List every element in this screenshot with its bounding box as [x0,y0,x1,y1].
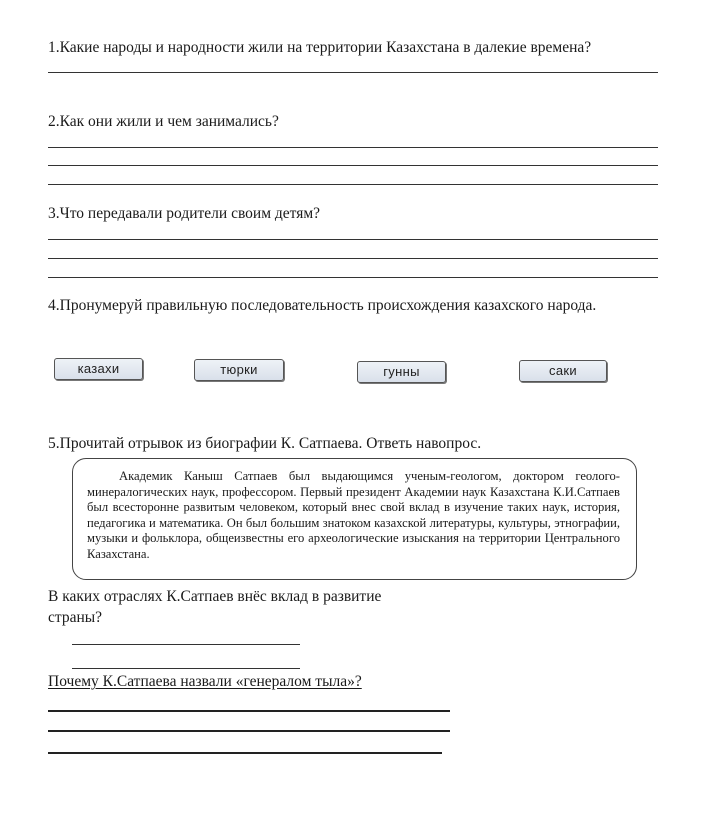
option-kazakhs[interactable]: казахи [54,358,143,380]
question-6: В каких отраслях К.Сатпаев внёс вклад в развитие страны? [48,588,382,626]
answer-line-3b[interactable] [48,258,658,259]
question-5: 5.Прочитай отрывок из биографии К. Сатпаева. Ответь навопрос. [48,435,482,452]
answer-line-7a[interactable] [48,710,450,712]
answer-line-6b[interactable] [72,668,300,669]
answer-line-6a[interactable] [72,644,300,645]
question-7: Почему К.Сатпаева назвали «генералом тыла»? [48,673,362,690]
question-1: 1.Какие народы и народности жили на территории Казахстана в далекие времена? [48,39,592,56]
option-turks[interactable]: тюрки [194,359,284,381]
question-4: 4.Пронумеруй правильную последовательность происхождения казахского народа. [48,297,597,314]
question-3: 3.Что передавали родители своим детям? [48,205,321,222]
question-2: 2.Как они жили и чем занимались? [48,113,279,130]
biography-excerpt: Академик Каныш Сатпаев был выдающимся ученым-геологом, доктором геолого-минералогических наук, профессором. Первый президент Академии наук Казахстана К.И.Сатпаев был всесторонне развитым человеком, который внес свой вклад в изучение таких наук, история, педагогика и математика. Он был большим знатоком казахской литературы, культуры, этнографии, музыки и фольклора, общеизвестны его археологические изыскания на территории Центрального Казахстана. [87,469,620,561]
answer-line-3c[interactable] [48,277,658,278]
answer-line-1[interactable] [48,72,658,73]
biography-excerpt-box [72,458,637,580]
answer-line-3a[interactable] [48,239,658,240]
answer-line-2a[interactable] [48,147,658,148]
option-huns[interactable]: гунны [357,361,446,383]
answer-line-2c[interactable] [48,184,658,185]
option-saks[interactable]: саки [519,360,607,382]
answer-line-7b[interactable] [48,730,450,732]
answer-line-2b[interactable] [48,165,658,166]
answer-line-7c[interactable] [48,752,442,754]
